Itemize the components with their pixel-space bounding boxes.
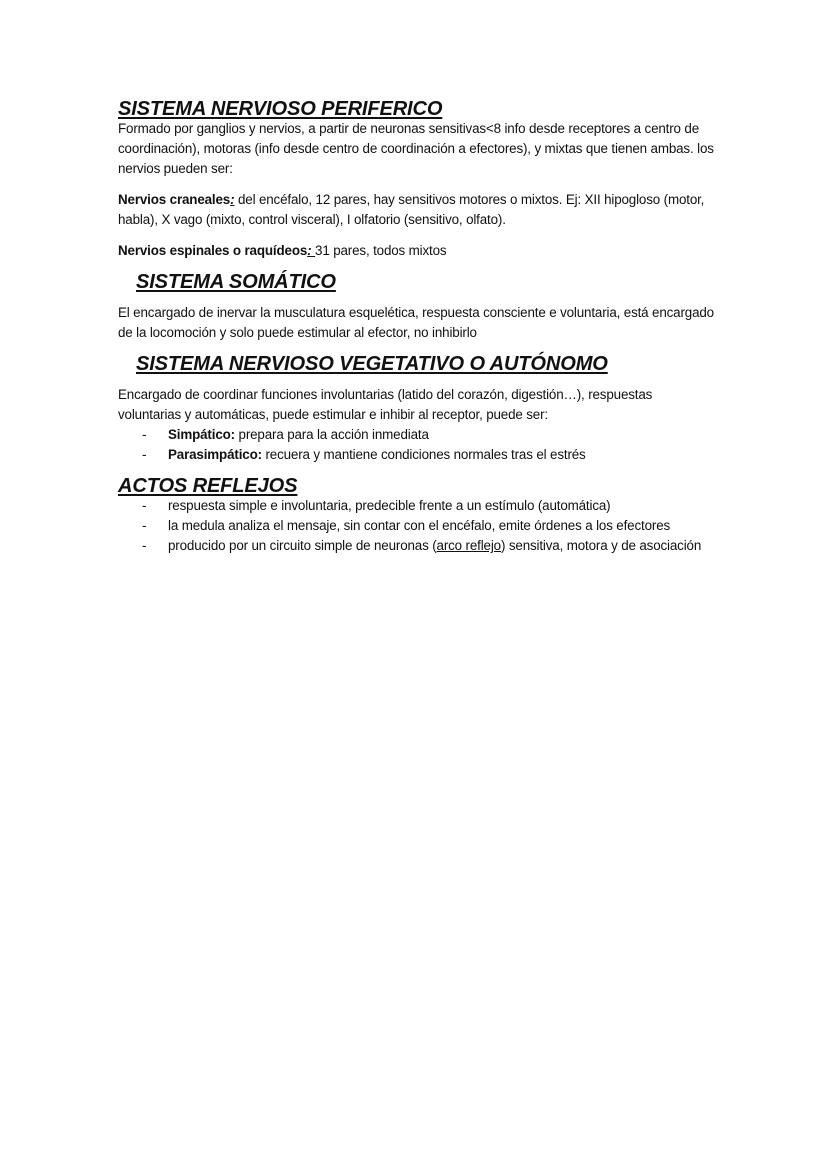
simpatico-text: prepara para la acción inmediata (234, 427, 429, 442)
document-body (118, 99, 718, 556)
bullet-dash: - (142, 447, 147, 462)
reflejo-3-after: ) sensitiva, motora y de asociación (500, 538, 702, 553)
vegetativo-body: Encargado de coordinar funciones involuntarias (latido del corazón, digestión…), respuestas voluntarias y automáticas, puede estimular e inhibir al receptor, puede ser: (118, 387, 653, 422)
section-title-somatico: SISTEMA SOMÁTICO (136, 271, 336, 293)
simpatico-term: Simpático: (168, 427, 235, 442)
bullet-dash: - (142, 498, 147, 513)
parasimpatico-term: Parasimpático: (168, 447, 262, 462)
list-item-parasimpatico (118, 445, 718, 465)
nervios-espinales-term: Nervios espinales o raquídeos (118, 243, 308, 258)
reflejo-3-before: producido por un circuito simple de neuronas ( (168, 538, 437, 553)
nervios-craneales-text: del encéfalo, 12 pares, hay sensitivos motores o mixtos. Ej: XII hipogloso (motor, habla), X vago (mixto, control visceral), I olfatorio (sensitivo, olfato). (118, 192, 705, 227)
parasimpatico-text: recuera y mantiene condiciones normales tras el estrés (261, 447, 586, 462)
reflejo-1-text: respuesta simple e involuntaria, predecible frente a un estímulo (automática) (168, 498, 611, 513)
reflejo-2-text: la medula analiza el mensaje, sin contar con el encéfalo, emite órdenes a los efectores (168, 518, 671, 533)
arco-reflejo-term: arco reflejo (436, 538, 501, 553)
nervios-espinales-paragraph (118, 241, 718, 261)
periferico-intro: Formado por ganglios y nervios, a partir de neuronas sensitivas<8 info desde receptores a centro de coordinación), motoras (info desde centro de coordinación a efectores), y mixtas que tienen ambas. los nervios pueden ser: (118, 121, 714, 176)
section-title-vegetativo: SISTEMA NERVIOSO VEGETATIVO O AUTÓNOMO (136, 353, 608, 375)
section-title-reflejos: ACTOS REFLEJOS (118, 475, 298, 497)
nervios-craneales-paragraph (118, 190, 718, 230)
nervios-craneales-term: Nervios craneales (118, 192, 231, 207)
list-item-simpatico (118, 425, 718, 445)
section-title-periferico: SISTEMA NERVIOSO PERIFERICO (118, 98, 443, 120)
bullet-dash: - (142, 427, 147, 442)
bullet-dash: - (142, 518, 147, 533)
list-item-reflejo-2 (118, 516, 718, 536)
bullet-dash: - (142, 538, 147, 553)
nervios-espinales-text: 31 pares, todos mixtos (315, 243, 447, 258)
nervios-craneales-colon: : (230, 192, 235, 207)
list-item-reflejo-3 (118, 536, 718, 556)
list-item-reflejo-1 (118, 496, 718, 516)
nervios-espinales-colon: : (307, 243, 312, 258)
reflejos-list (118, 496, 718, 556)
vegetativo-list (118, 425, 718, 465)
somatico-body: El encargado de inervar la musculatura esquelética, respuesta consciente e voluntaria, está encargado de la locomoción y solo puede estimular al efector, no inhibirlo (118, 305, 714, 340)
